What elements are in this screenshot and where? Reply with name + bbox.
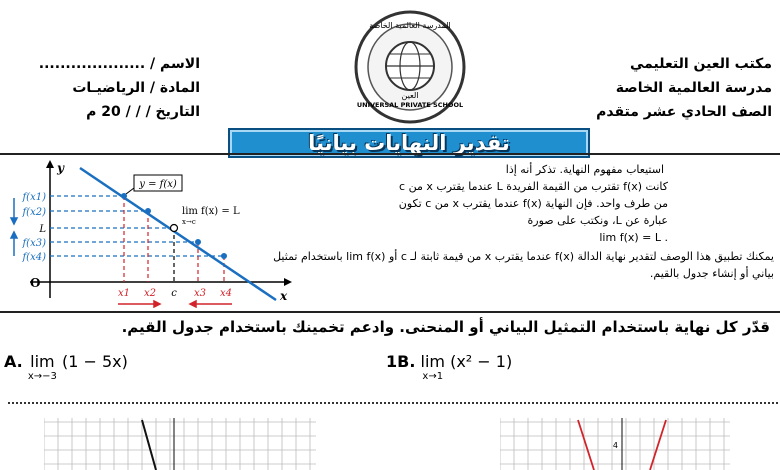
divider-dotted [8,402,778,404]
school-office: مكتب العين التعليمي [629,56,772,72]
grid-right-tick: 4 [612,441,618,450]
y-label-fx3: f(x3) [22,238,46,249]
lim-subscript: x→−3 [27,371,57,382]
grid-left [44,418,316,470]
problem-1a-label: A. [4,352,23,371]
lim-subscript: x→1 [422,371,444,382]
grid-right [500,418,730,470]
x-axis-label: x [280,289,288,303]
graph-1b-right-branch [650,420,666,470]
divider-top [0,153,780,155]
lim-text: lim [30,352,55,371]
logo-city-text: العين [401,91,419,100]
intro-line-2: كانت f(x) تقترب من القيمة الفريدة L عندما يقترب x من c [399,180,668,193]
limit-graph [0,158,296,308]
task-instruction: قدّر كل نهاية باستخدام التمثيل البياني أو المنحنى. وادعم تخمينك باستخدام جدول القيم. [121,318,770,336]
intro-line-1: استيعاب مفهوم النهاية. تذكر أنه إذا [505,163,664,176]
problem-1b-limit [421,352,445,382]
intro-line-4: عبارة عن L، ونكتب على صورة [527,214,668,227]
problem-1a-expression: (1 − 5x) [62,352,128,371]
lim-text: lim [420,352,445,371]
intro-line-5: lim f(x) = L . [599,231,668,244]
graph-1b-left-branch [578,420,594,470]
problem-1b-label: 1B. [386,352,416,371]
graph-1a-line [142,420,156,470]
subject-field: المادة / الرياضيـات [72,80,200,96]
divider-middle [0,311,780,313]
graph-limit-subscript: x→c [182,218,196,226]
curve-label: y = f(x) [139,179,177,190]
student-name-field: الاسم / .................... [38,56,200,72]
logo-arabic-text: المدرسة العالمية الخاصة [369,21,451,30]
date-field: التاريخ / / / 20 م [86,104,200,120]
graph-limit-expression: lim f(x) = L [182,206,240,217]
grade-level: الصف الحادي عشر متقدم [596,104,772,120]
problem-1a [4,352,128,382]
school-name: مدرسة العالمية الخاصة [615,80,772,96]
y-label-L: L [39,224,46,235]
page-title: تقدير النهايات بيانيًا [308,131,510,155]
y-label-fx2: f(x2) [22,207,46,218]
problem-1b-expression: (x² − 1) [450,352,513,371]
origin-label: O [30,276,41,290]
problem-1a-limit [28,352,57,382]
school-logo [354,10,466,124]
y-label-fx1: f(x1) [22,192,46,203]
intro-line-7: بياني أو إنشاء جدول بالقيم. [649,267,774,280]
intro-line-6: يمكنك تطبيق هذا الوصف لتقدير نهاية الدالة f(x) عندما يقترب x من قيمة ثابتة لـ c أو lim f(x) باستخدام تمثيل [273,250,774,263]
y-axis-label: y [57,161,64,175]
x-label-x4: x4 [219,288,233,299]
x-label-c: c [171,288,177,299]
x-label-x1: x1 [117,288,131,299]
problem-1b [386,352,512,382]
hole-point [171,225,178,232]
x-label-x3: x3 [193,288,207,299]
intro-line-3: من طرف واحد. فإن النهاية f(x) عندما يقترب x من c تكون [398,197,668,210]
x-label-x2: x2 [143,288,157,299]
y-label-fx4: f(x4) [22,252,46,263]
logo-english-text: UNIVERSAL PRIVATE SCHOOL [356,101,464,109]
